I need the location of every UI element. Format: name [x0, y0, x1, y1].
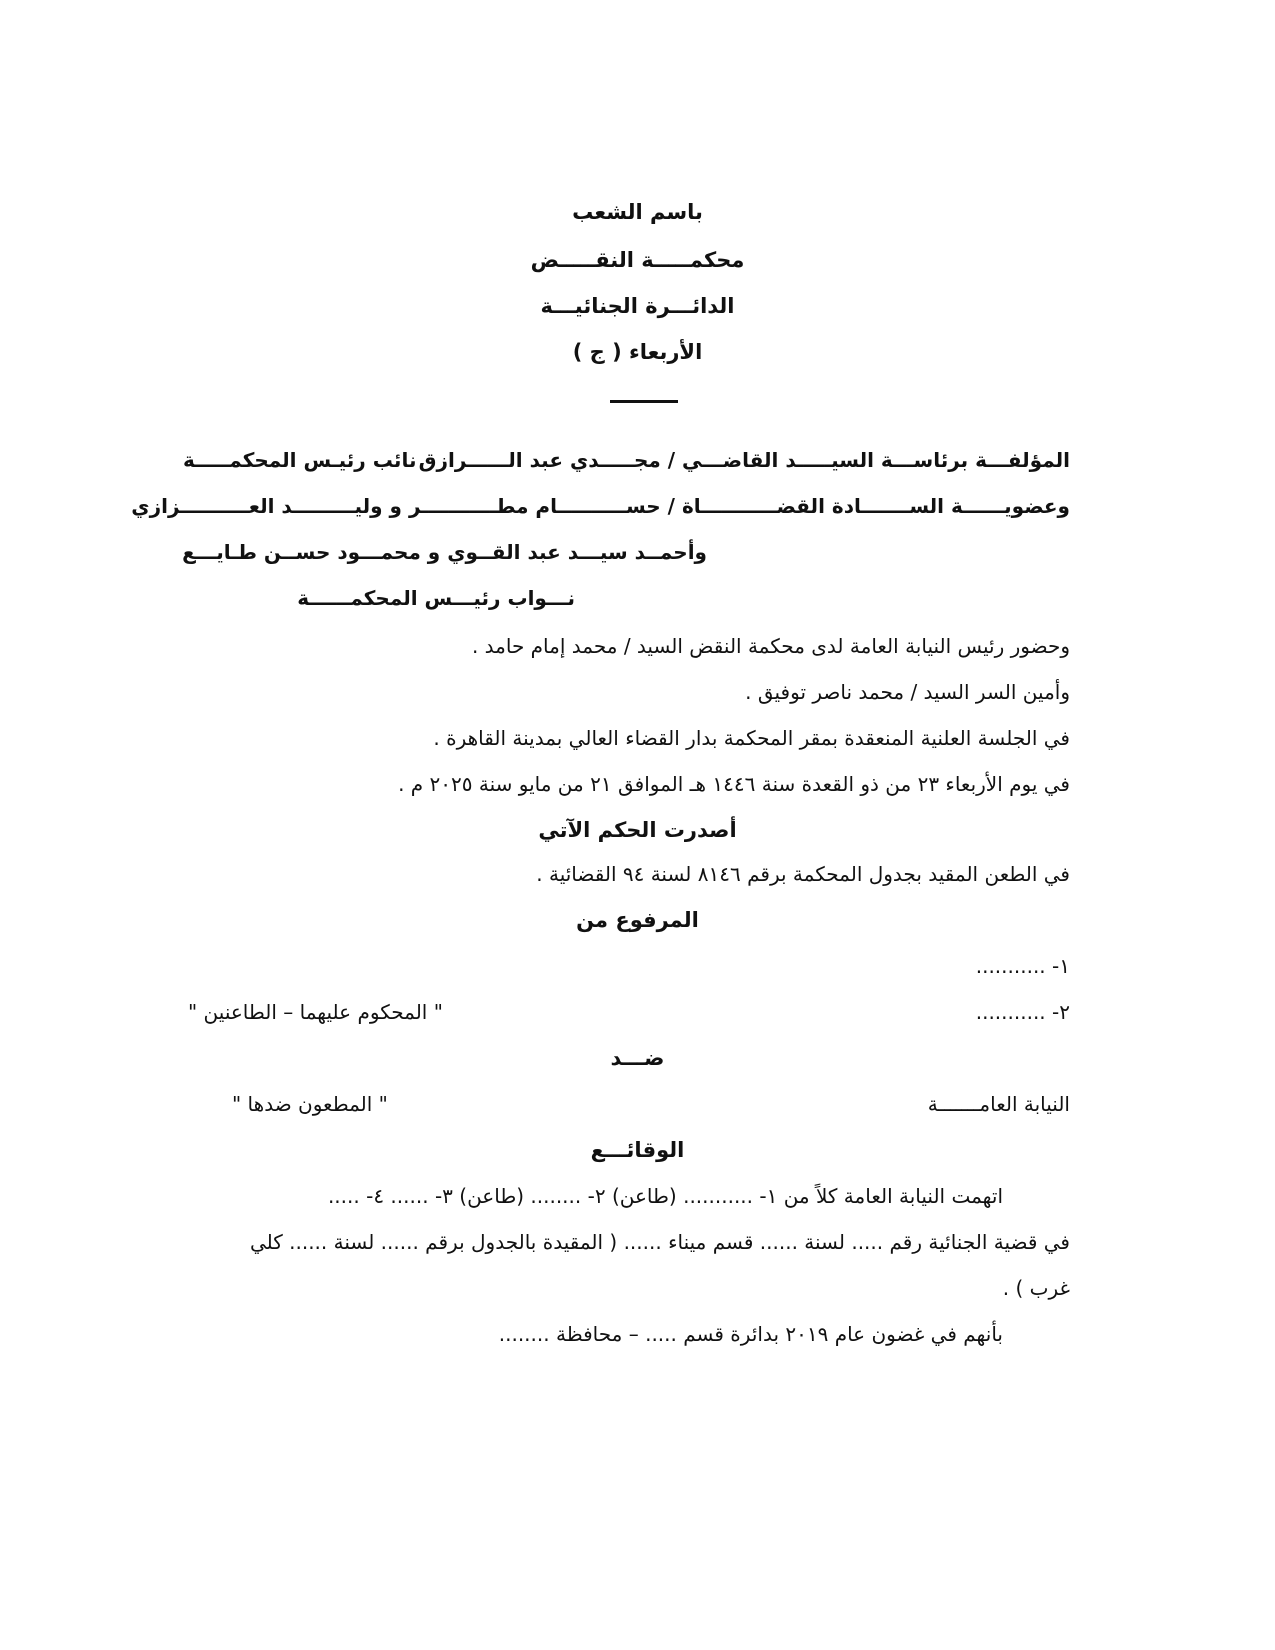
facts-line-4: بأنهم في غضون عام ٢٠١٩ بدائرة قسم ..... – محافظة ........ [498, 1322, 1003, 1346]
attendance-secretary: وأمين السر السيد / محمد ناصر توفيق . [745, 680, 1070, 704]
appellant-1: ١- ........... [975, 954, 1070, 978]
panel-members-title: نـــواب رئيـــس المحكمــــــة [297, 586, 575, 610]
header-circuit: الدائـــرة الجنائيـــة [540, 294, 735, 318]
facts-line-1: اتهمت النيابة العامة كلاً من ١- ........... (طاعن) ٢- ........ (طاعن) ٣- ...... ٤- ..... [327, 1184, 1003, 1208]
panel-presiding-title: نائب رئيـس المحكمـــــة [183, 448, 417, 472]
ruling-heading: أصدرت الحكم الآتي [538, 818, 737, 842]
header-divider [610, 400, 678, 403]
facts-line-3: غرب ) . [1002, 1276, 1070, 1300]
session-date: في يوم الأربعاء ٢٣ من ذو القعدة سنة ١٤٤٦ هـ الموافق ٢١ من مايو سنة ٢٠٢٥ م . [398, 772, 1070, 796]
session-location: في الجلسة العلنية المنعقدة بمقر المحكمة بدار القضاء العالي بمدينة القاهرة . [433, 726, 1070, 750]
respondent-label: " المطعون ضدها " [232, 1092, 388, 1116]
facts-heading: الوقائـــع [590, 1138, 685, 1162]
header-court-name: محكمـــــة النقـــــض [530, 248, 745, 272]
header-in-name-of-people: باسم الشعب [572, 200, 703, 224]
panel-presiding-judge: المؤلفـــة برئاســـة السيـــــد القاضـــي / مجـــــدي عبد الــــــرازق [418, 448, 1070, 472]
panel-members-line1: وعضويــــــة الســـــــادة القضـــــــــــاة / حســــــــــام مطـــــــــــر و وليـــــــــد العــــــــــزازي [131, 494, 1070, 518]
attendance-prosecutor: وحضور رئيس النيابة العامة لدى محكمة النقض السيد / محمد إمام حامد . [471, 634, 1070, 658]
against-heading: ضـــد [610, 1046, 665, 1070]
header-day: الأربعاء ( ج ) [572, 340, 703, 364]
panel-members-line2: وأحمــد سيـــد عبد القــوي و محمـــود حســن طـايـــع [182, 540, 707, 564]
facts-line-2: في قضية الجنائية رقم ..... لسنة ...... قسم ميناء ...... ( المقيدة بالجدول برقم ...... لسنة ...... كلي [249, 1230, 1070, 1254]
appellants-label: " المحكوم عليهما – الطاعنين " [188, 1000, 443, 1024]
respondent: النيابة العامـــــــة [927, 1092, 1070, 1116]
appeal-number: في الطعن المقيد بجدول المحكمة برقم ٨١٤٦ لسنة ٩٤ القضائية . [536, 862, 1070, 886]
raised-by-heading: المرفوع من [576, 908, 699, 932]
appellant-2: ٢- ........... [975, 1000, 1070, 1024]
